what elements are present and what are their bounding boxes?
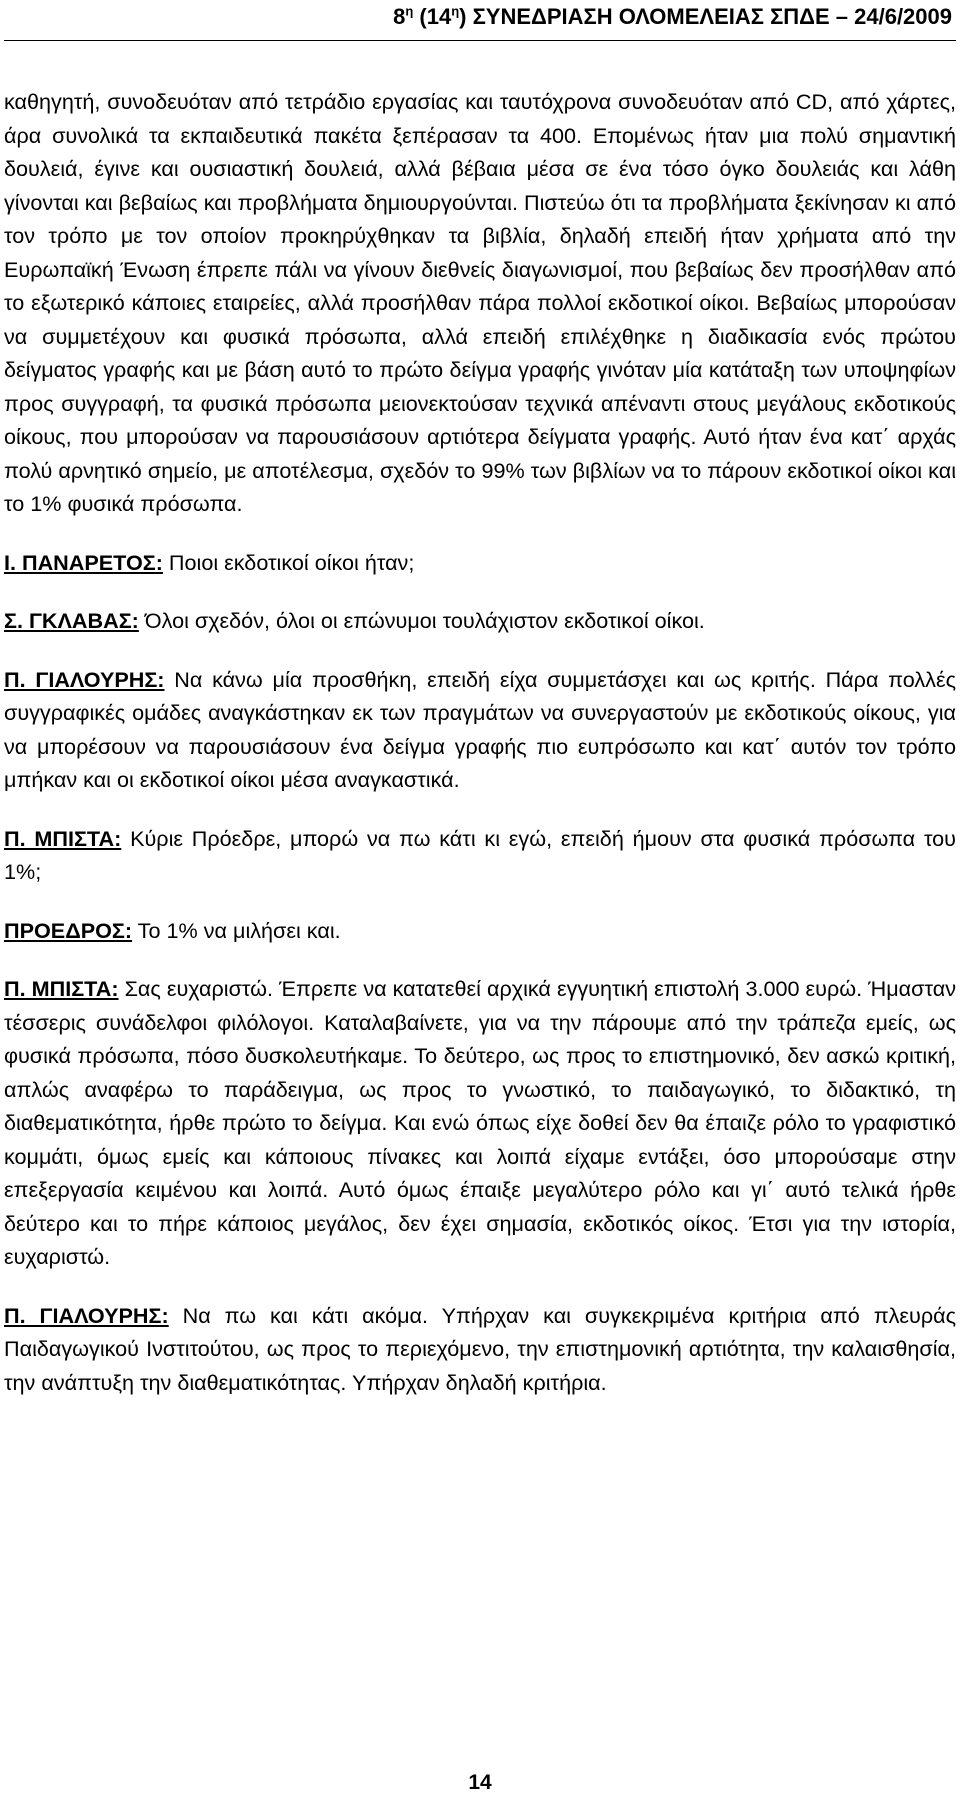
paragraph-text: Όλοι σχεδόν, όλοι οι επώνυμοι τουλάχιστον εκδοτικοί οίκοι. <box>138 608 705 633</box>
paragraph-text: Σας ευχαριστώ. Έπρεπε να κατατεθεί αρχικά εγγυητική επιστολή 3.000 ευρώ. Ήμασταν τέσσερις συνάδελφοι φιλόλογοι. Καταλαβαίνετε, για να την πάρουμε από την τράπεζα εμείς, ως φυσικά πρόσωπα, πόσο δυσκολευτήκαμε. Το δεύτερο, ως προς το επιστημονικό, δεν ασκώ κριτική, απλώς αναφέρω το παράδειγμα, ως προς το γνωστικό, το παιδαγωγικό, το διδακτικό, τη διαθεματικότητα, ήρθε πρώτο το δείγμα. Και ενώ όπως είχε δοθεί δεν θα έπαιζε ρόλο το γραφιστικό κομμάτι, όμως εμείς και κάποιους πίνακες και λοιπά είχαμε εντάξει, όσο μπορούσαμε στην επεξεργασία κειμένου και λοιπά. Αυτό όμως έπαιξε μεγαλύτερο ρόλο και γι΄ αυτό τελικά ήρθε δεύτερο και το πήρε κάποιος μεγάλος, δεν έχει σημασία, εκδοτικός οίκος. Έτσι για την ιστορία, ευχαριστώ. <box>4 976 956 1269</box>
paragraph <box>4 1299 956 1400</box>
header-sup-2: η <box>451 3 460 19</box>
speaker-name: Π. ΓΙΑΛΟΥΡΗΣ: <box>4 666 165 692</box>
paragraph <box>4 663 956 797</box>
speaker-name: Π. ΓΙΑΛΟΥΡΗΣ: <box>4 1302 169 1328</box>
speaker-name: Π. ΜΠΙΣΤΑ: <box>4 976 119 1001</box>
paragraph-text: Ποιοι εκδοτικοί οίκοι ήταν; <box>162 549 415 575</box>
paragraph <box>4 972 956 1274</box>
page-header <box>0 2 960 32</box>
speaker-name: Σ. ΓΚΛΑΒΑΣ: <box>4 608 139 633</box>
speaker-name: Ι. ΠΑΝΑΡΕΤΟΣ: <box>4 549 163 575</box>
header-title: ) ΣΥΝΕΔΡΙΑΣΗ ΟΛΟΜΕΛΕΙΑΣ ΣΠΔΕ – 24/6/2009 <box>459 4 952 29</box>
header-rule <box>4 40 956 41</box>
paragraph <box>4 546 956 580</box>
paragraph-text: Να πω και κάτι ακόμα. Υπήρχαν και συγκεκριμένα κριτήρια από πλευράς Παιδαγωγικού Ινστιτούτου, ως προς το περιεχόμενο, την επιστημονική αρτιότητα, την καλαισθησία, την ανάπτυξη την διαθεματικότητας. Υπήρχαν δηλαδή κριτήρια. <box>4 1302 957 1395</box>
paragraph-text: Να κάνω μία προσθήκη, επειδή είχα συμμετάσχει και ως κριτής. Πάρα πολλές συγγραφικές ομάδες αναγκάστηκαν εκ των πραγμάτων να συνεργαστούν με εκδοτικούς οίκους, για να μπορέσουν να παρουσιάσουν ένα δείγμα γραφής πιο ευπρόσωπο και κατ΄ αυτόν τον τρόπο μπήκαν και οι εκδοτικοί οίκοι μέσα αναγκαστικά. <box>4 666 957 792</box>
header-session-open: (14 <box>413 4 452 29</box>
paragraph-text: Το 1% να μιλήσει και. <box>132 917 341 943</box>
paragraph-text: καθηγητή, συνοδευόταν από τετράδιο εργασίας και ταυτόχρονα συνοδευόταν από CD, από χάρτες, άρα συνολικά τα εκπαιδευτικά πακέτα ξεπέρασαν τα 400. Επομένως ήταν μια πολύ σημαντική δουλειά, έγινε και ουσιαστική δουλειά, αλλά βέβαια μέσα σε ένα τόσο όγκο δουλειάς και λάθη γίνονται και βεβαίως και προβλήματα δημιουργούνται. Πιστεύω ότι τα προβλήματα ξεκίνησαν κι από τον τρόπο με τον οποίον προκηρύχθηκαν τα βιβλία, δηλαδή επειδή ήταν χρήματα από την Ευρωπαϊκή Ένωση έπρεπε πάλι να γίνουν διεθνείς διαγωνισμοί, που βεβαίως δεν προσήλθαν από το εξωτερικό κάποιες εταιρείες, αλλά προσήλθαν πάρα πολλοί εκδοτικοί οίκοι. Βεβαίως μπορούσαν να συμμετέχουν και φυσικά πρόσωπα, αλλά επειδή επιλέχθηκε η διαδικασία ενός πρώτου δείγματος γραφής και με βάση αυτό το πρώτο δείγμα γραφής γινόταν μία κατάταξη των υποψηφίων προς συγγραφή, τα φυσικά πρόσωπα μειονεκτούσαν τεχνικά απέναντι στους μεγάλους εκδοτικούς οίκους, που μπορούσαν να παρουσιάσουν αρτιότερα δείγματα γραφής. Αυτό ήταν ένα κατ΄ αρχάς πολύ αρνητικό σημείο, με αποτέλεσμα, σχεδόν το 99% των βιβλίων να το πάρουν εκδοτικοί οίκοι και το 1% φυσικά πρόσωπα. <box>4 89 956 516</box>
speaker-name: Π. ΜΠΙΣΤΑ: <box>4 825 122 851</box>
header-sup-1: η <box>405 3 414 19</box>
paragraph-text: Κύριε Πρόεδρε, μπορώ να πω κάτι κι εγώ, επειδή ήμουν στα φυσικά πρόσωπα του 1%; <box>4 825 956 884</box>
paragraph <box>4 85 956 521</box>
header-session-number: 8 <box>393 4 406 29</box>
speaker-name: ΠΡΟΕΔΡΟΣ: <box>4 917 133 943</box>
paragraph <box>4 604 956 638</box>
document-body <box>4 85 956 1424</box>
page-number: 14 <box>468 1771 492 1794</box>
paragraph <box>4 822 956 889</box>
paragraph <box>4 914 956 948</box>
